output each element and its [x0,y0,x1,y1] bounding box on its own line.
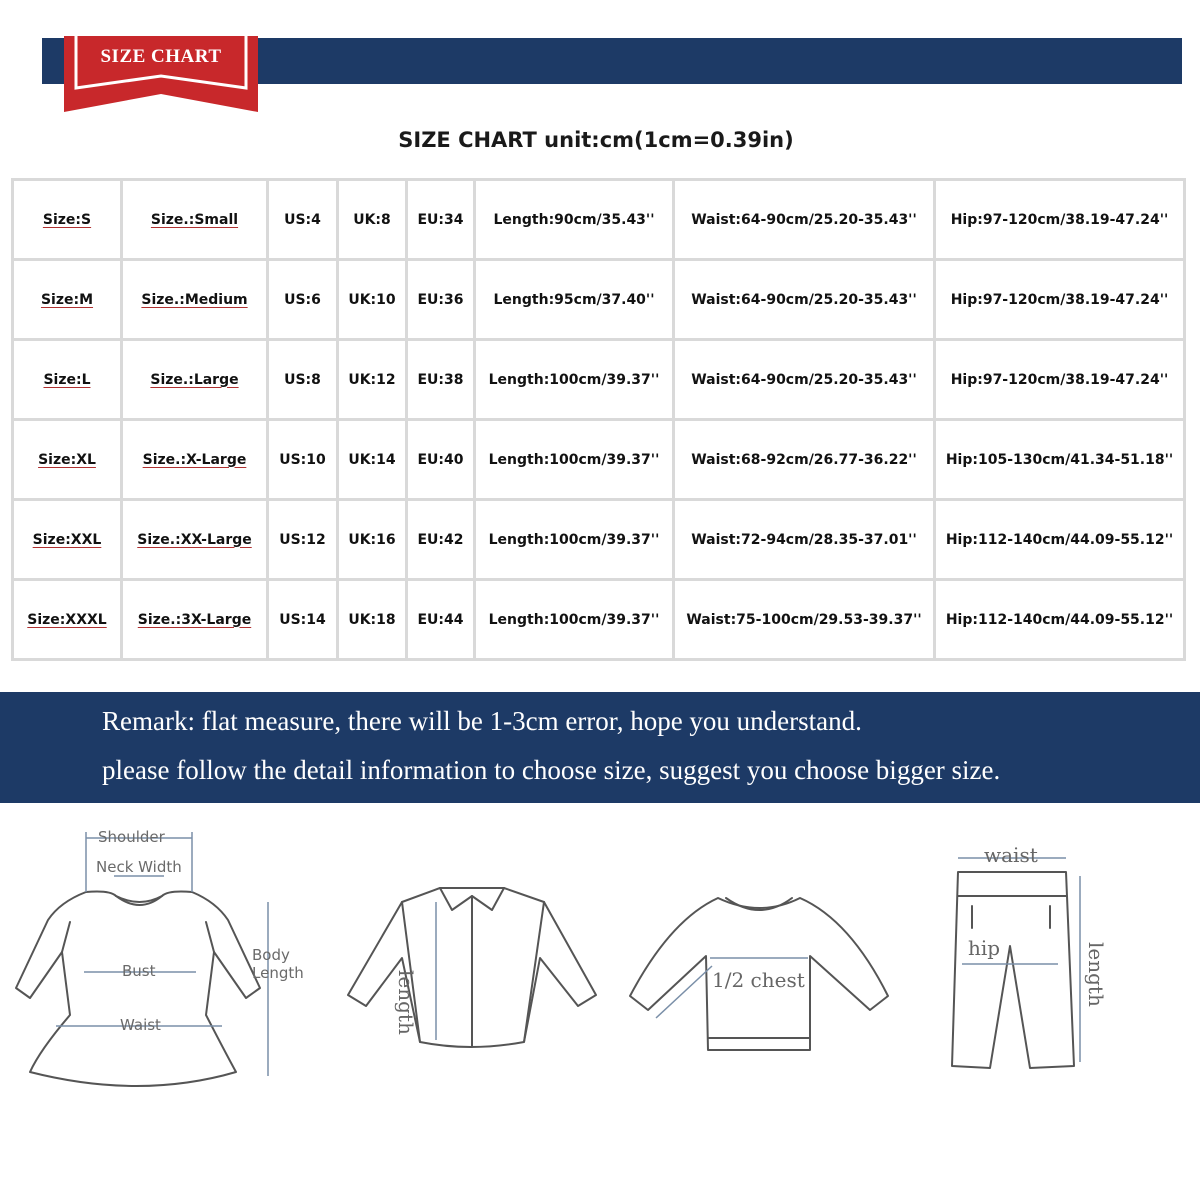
size-table [11,178,1186,661]
table-row [14,261,1183,338]
shoulder-label: Shoulder [98,828,165,846]
table-cell: Waist:64-90cm/25.20-35.43'' [675,261,933,338]
table-cell: Hip:97-120cm/38.19-47.24'' [936,261,1183,338]
shirt-illustration [348,888,596,1047]
table-cell: UK:14 [339,421,405,498]
table-cell: Waist:64-90cm/25.20-35.43'' [675,181,933,258]
table-cell: US:14 [269,581,336,658]
table-cell: Length:100cm/39.37'' [476,501,672,578]
pants-hip-label: hip [968,936,1001,960]
table-cell: Waist:64-90cm/25.20-35.43'' [675,341,933,418]
table-cell: Hip:112-140cm/44.09-55.12'' [936,581,1183,658]
size-chart-label: SIZE CHART [100,46,222,67]
table-cell: Size:XXXL [14,581,120,658]
dress-illustration [16,892,260,1087]
table-cell: Size:S [14,181,120,258]
table-cell: EU:40 [408,421,473,498]
table-cell: Length:100cm/39.37'' [476,421,672,498]
table-cell: US:4 [269,181,336,258]
table-cell: UK:10 [339,261,405,338]
bust-label: Bust [122,962,156,980]
table-cell: UK:8 [339,181,405,258]
table-cell: Length:100cm/39.37'' [476,581,672,658]
table-cell: Waist:75-100cm/29.53-39.37'' [675,581,933,658]
table-cell: EU:34 [408,181,473,258]
table-row [14,501,1183,578]
table-cell: Size.:3X-Large [123,581,266,658]
table-cell: Waist:68-92cm/26.77-36.22'' [675,421,933,498]
table-cell: UK:16 [339,501,405,578]
table-cell: Hip:105-130cm/41.34-51.18'' [936,421,1183,498]
pants-length-label: length [1084,942,1108,1007]
table-cell: Hip:112-140cm/44.09-55.12'' [936,501,1183,578]
table-cell: Hip:97-120cm/38.19-47.24'' [936,181,1183,258]
body-length-label-2: Length [252,964,304,982]
table-cell: Size:XXL [14,501,120,578]
table-cell: Size:L [14,341,120,418]
table-row [14,421,1183,498]
remark-band [0,692,1200,803]
half-chest-label: 1/2 chest [712,968,805,992]
body-length-label-1: Body [252,946,290,964]
waist-label: Waist [120,1016,161,1034]
table-cell: EU:42 [408,501,473,578]
table-cell: Length:100cm/39.37'' [476,341,672,418]
table-row [14,181,1183,258]
remark-line-1: Remark: flat measure, there will be 1-3cm error, hope you understand. [102,706,862,736]
shirt-length-label: length [394,970,418,1035]
table-cell: Waist:72-94cm/28.35-37.01'' [675,501,933,578]
table-cell: Size.:Medium [123,261,266,338]
table-cell: EU:44 [408,581,473,658]
table-cell: Size.:X-Large [123,421,266,498]
pants-waist-label: waist [984,843,1038,867]
table-row [14,581,1183,658]
table-cell: Size:XL [14,421,120,498]
table-cell: UK:18 [339,581,405,658]
table-cell: Hip:97-120cm/38.19-47.24'' [936,341,1183,418]
chart-title: SIZE CHART unit:cm(1cm=0.39in) [398,128,794,152]
measurement-diagrams [0,810,1200,1110]
table-cell: Size.:Small [123,181,266,258]
table-cell: US:12 [269,501,336,578]
remark-line-2: please follow the detail information to choose size, suggest you choose bigger size. [102,755,1001,785]
table-cell: Length:95cm/37.40'' [476,261,672,338]
neck-width-label: Neck Width [96,858,182,876]
table-row [14,341,1183,418]
pants-illustration [952,872,1074,1068]
table-cell: US:10 [269,421,336,498]
table-cell: EU:38 [408,341,473,418]
table-cell: UK:12 [339,341,405,418]
table-cell: US:6 [269,261,336,338]
table-cell: Size.:XX-Large [123,501,266,578]
table-cell: EU:36 [408,261,473,338]
table-cell: Size:M [14,261,120,338]
table-cell: US:8 [269,341,336,418]
table-cell: Size.:Large [123,341,266,418]
table-cell: Length:90cm/35.43'' [476,181,672,258]
